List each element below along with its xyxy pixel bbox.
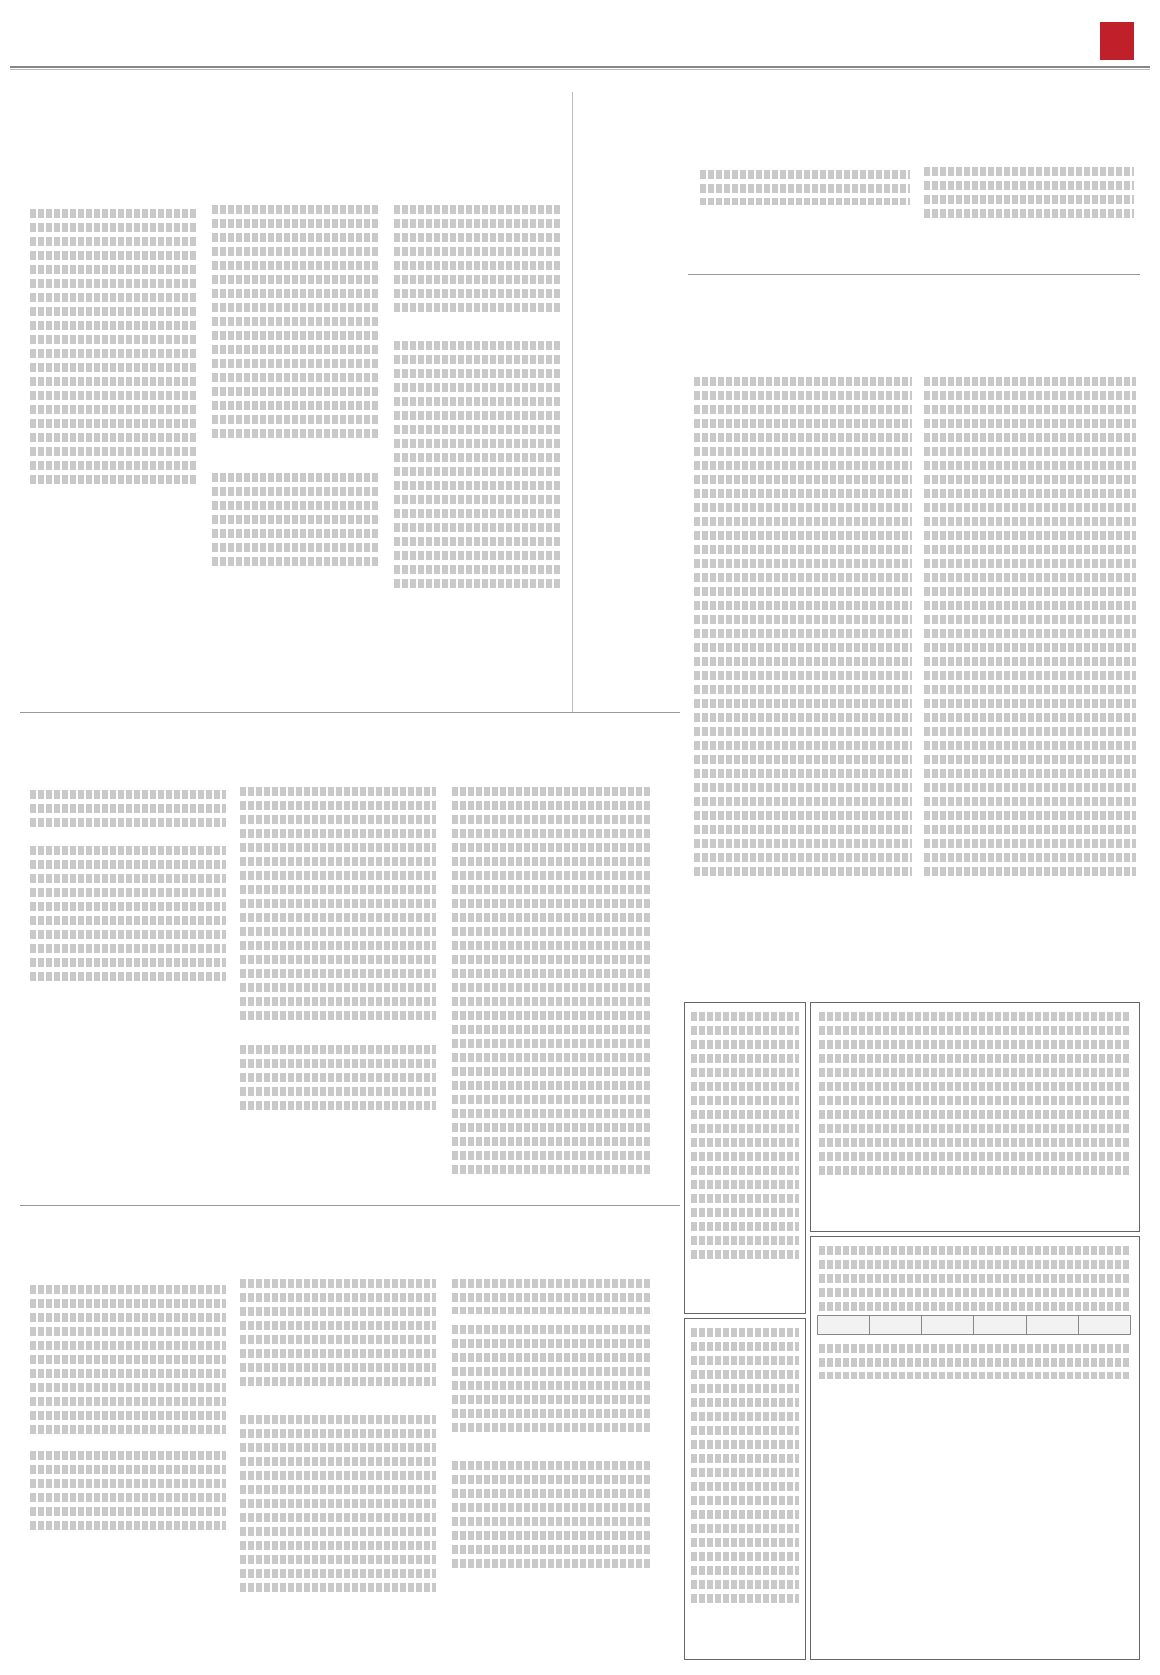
article4-col3-text	[452, 782, 652, 1202]
article3-col1-text	[694, 372, 912, 912]
article3-col2	[924, 372, 1136, 916]
masthead-rule-thin	[10, 69, 1150, 70]
warning-notice-box	[684, 1002, 806, 1314]
article2-col2	[924, 162, 1134, 222]
article5-col2-text	[240, 1274, 436, 1404]
debt-table-header	[1026, 1316, 1078, 1335]
page-number	[1100, 22, 1134, 60]
article5-col2	[240, 1274, 436, 1610]
article4-top-rule	[20, 712, 680, 713]
debt-collection-footer	[819, 1339, 1131, 1379]
debt-table-header	[870, 1316, 922, 1335]
article1-col2-text-b	[212, 468, 379, 578]
debt-table-header	[1078, 1316, 1130, 1335]
article3-col1	[694, 372, 912, 912]
article1-col2-text	[212, 200, 379, 460]
article5-col3-text-c	[452, 1456, 652, 1576]
article1-col1-text	[30, 204, 197, 504]
article5-col1-text-b	[30, 1446, 226, 1536]
article2-bottom-rule	[688, 274, 1140, 275]
article1-col1	[30, 200, 197, 510]
debt-table-header	[922, 1316, 974, 1335]
article4-col3	[452, 782, 652, 1202]
debt-collection-text	[819, 1241, 1131, 1311]
article1-col3	[394, 200, 562, 616]
debt-collection-box	[810, 1236, 1140, 1660]
article5-col3-text	[452, 1274, 652, 1314]
article4-col2-text	[240, 782, 436, 1032]
article5-col2-text-b	[240, 1410, 436, 1610]
article4-col1-text-b	[30, 841, 226, 991]
article3-col2-text	[924, 372, 1136, 912]
article2-col2-text-b	[924, 162, 1134, 222]
column-divider	[572, 92, 573, 712]
debt-transfer-text	[691, 1323, 799, 1623]
joint-notice-box	[810, 1002, 1140, 1232]
debt-table-header	[818, 1316, 870, 1335]
masthead	[0, 0, 1160, 70]
article4-col2	[240, 782, 436, 1110]
debt-table-header-row	[818, 1316, 1131, 1335]
article5-col1-text	[30, 1280, 226, 1440]
article5-col3-text-b	[452, 1320, 652, 1450]
article2-col1-text	[700, 165, 910, 205]
article4-col1-text	[30, 785, 226, 835]
debt-table-header	[974, 1316, 1026, 1335]
warning-notice-text	[691, 1007, 799, 1277]
article2-col1	[700, 162, 910, 205]
article4-col2-text-b	[240, 1040, 436, 1110]
joint-notice-text	[819, 1007, 1131, 1189]
article1-col3-text	[394, 200, 562, 330]
article1-col2	[212, 200, 379, 578]
debt-table	[817, 1315, 1131, 1335]
article5-col3	[452, 1274, 652, 1576]
article4-col1	[30, 782, 226, 997]
article5-col1	[30, 1274, 226, 1536]
article5-top-rule	[20, 1205, 680, 1206]
masthead-rule	[10, 66, 1150, 68]
debt-transfer-box	[684, 1318, 806, 1660]
article1-col3-text-b	[394, 336, 562, 616]
